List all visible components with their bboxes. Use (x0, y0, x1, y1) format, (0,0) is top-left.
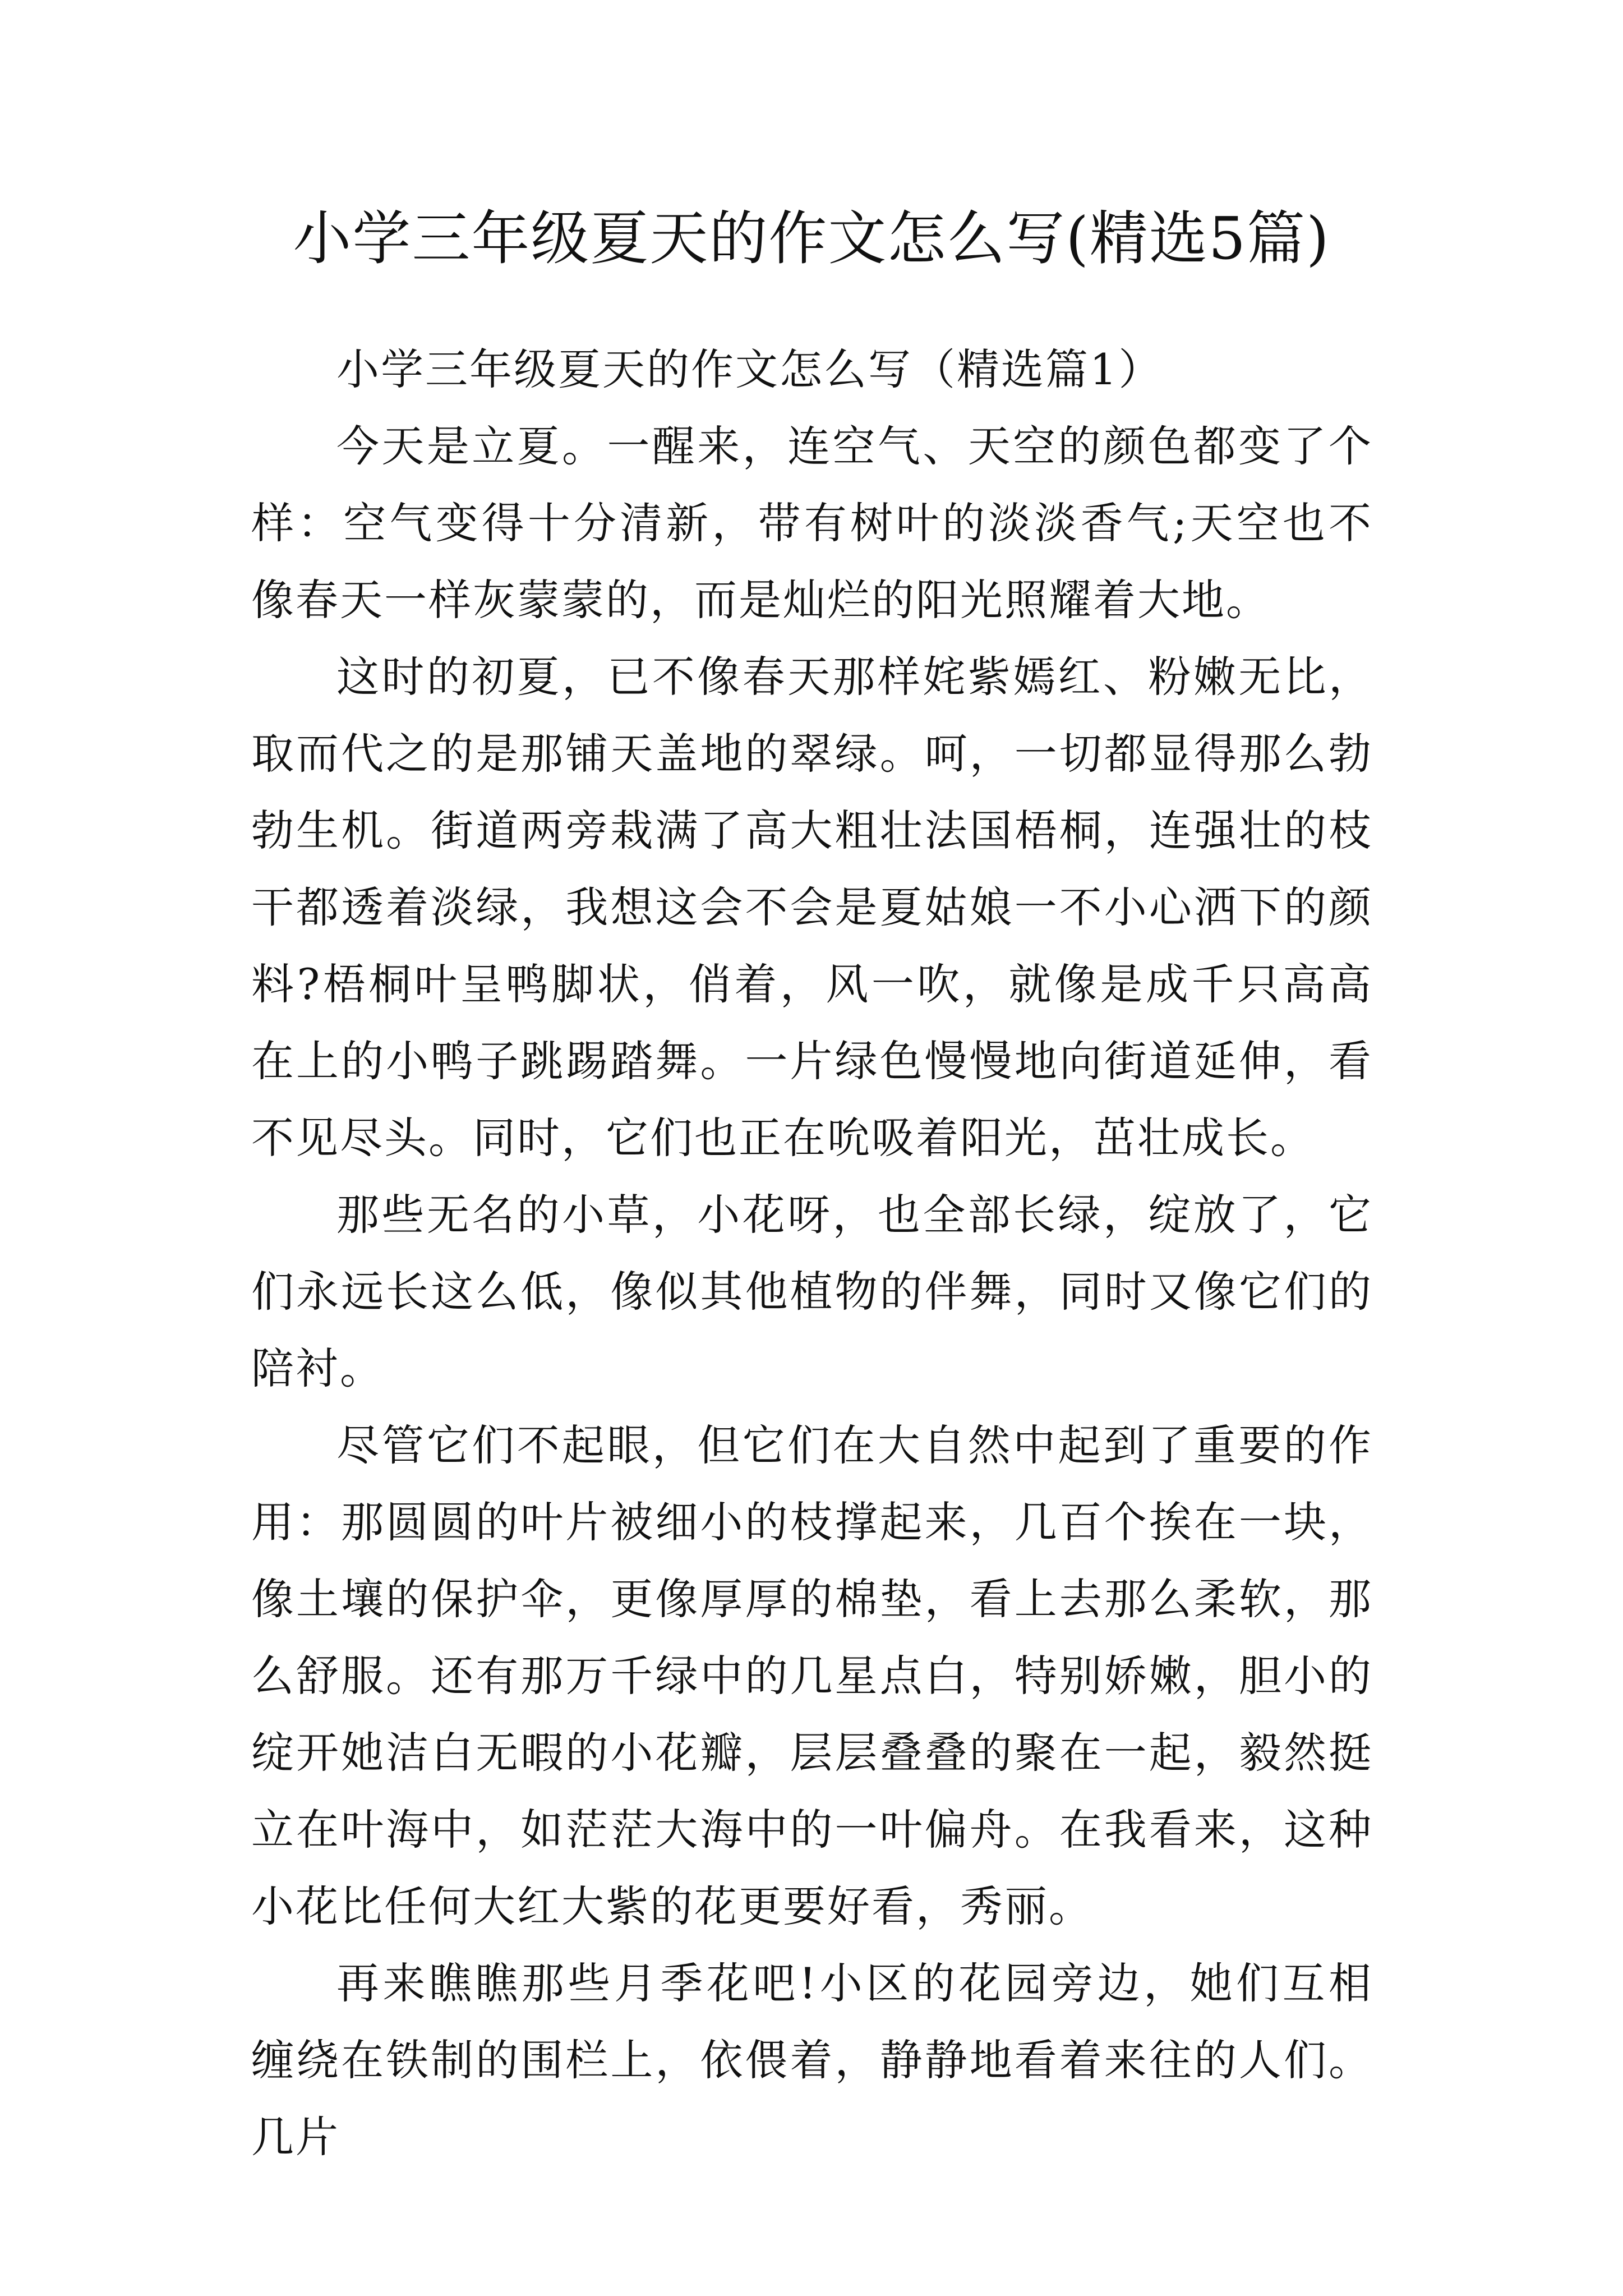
paragraph-4: 尽管它们不起眼，但它们在大自然中起到了重要的作用：那圆圆的叶片被细小的枝撑起来，几百个挨在一块，像土壤的保护伞，更像厚厚的棉垫，看上去那么柔软，那么舒服。还有那万千绿中的几星点白，特别娇嫩，胆小的绽开她洁白无暇的小花瓣，层层叠叠的聚在一起，毅然挺立在叶海中，如茫茫大海中的一叶偏舟。在我看来，这种小花比任何大红大紫的花更要好看，秀丽。 (251, 1420, 1373, 1931)
paragraph-5: 再来瞧瞧那些月季花吧!小区的花园旁边，她们互相缠绕在铁制的围栏上，依偎着，静静地看着来往的人们。几片 (251, 1958, 1373, 2162)
paragraph-1: 今天是立夏。一醒来，连空气、天空的颜色都变了个样：空气变得十分清新，带有树叶的淡淡香气;天空也不像春天一样灰蒙蒙的，而是灿烂的阳光照耀着大地。 (251, 421, 1373, 625)
paragraph-3: 那些无名的小草，小花呀，也全部长绿，绽放了，它们永远长这么低，像似其他植物的伴舞，同时又像它们的陪衬。 (251, 1190, 1373, 1393)
section-heading: 小学三年级夏天的作文怎么写（精选篇1） (336, 344, 1163, 394)
document-title: 小学三年级夏天的作文怎么写(精选5篇) (293, 204, 1330, 273)
paragraph-2: 这时的初夏，已不像春天那样姹紫嫣红、粉嫩无比，取而代之的是那铺天盖地的翠绿。呵，一切都显得那么勃勃生机。街道两旁栽满了高大粗壮法国梧桐，连强壮的枝干都透着淡绿，我想这会不会是夏姑娘一不小心洒下的颜料?梧桐叶呈鸭脚状，俏着，风一吹，就像是成千只高高在上的小鸭子跳踢踏舞。一片绿色慢慢地向街道延伸，看不见尽头。同时，它们也正在吮吸着阳光，茁壮成长。 (251, 652, 1373, 1163)
document-body (251, 331, 1373, 2175)
